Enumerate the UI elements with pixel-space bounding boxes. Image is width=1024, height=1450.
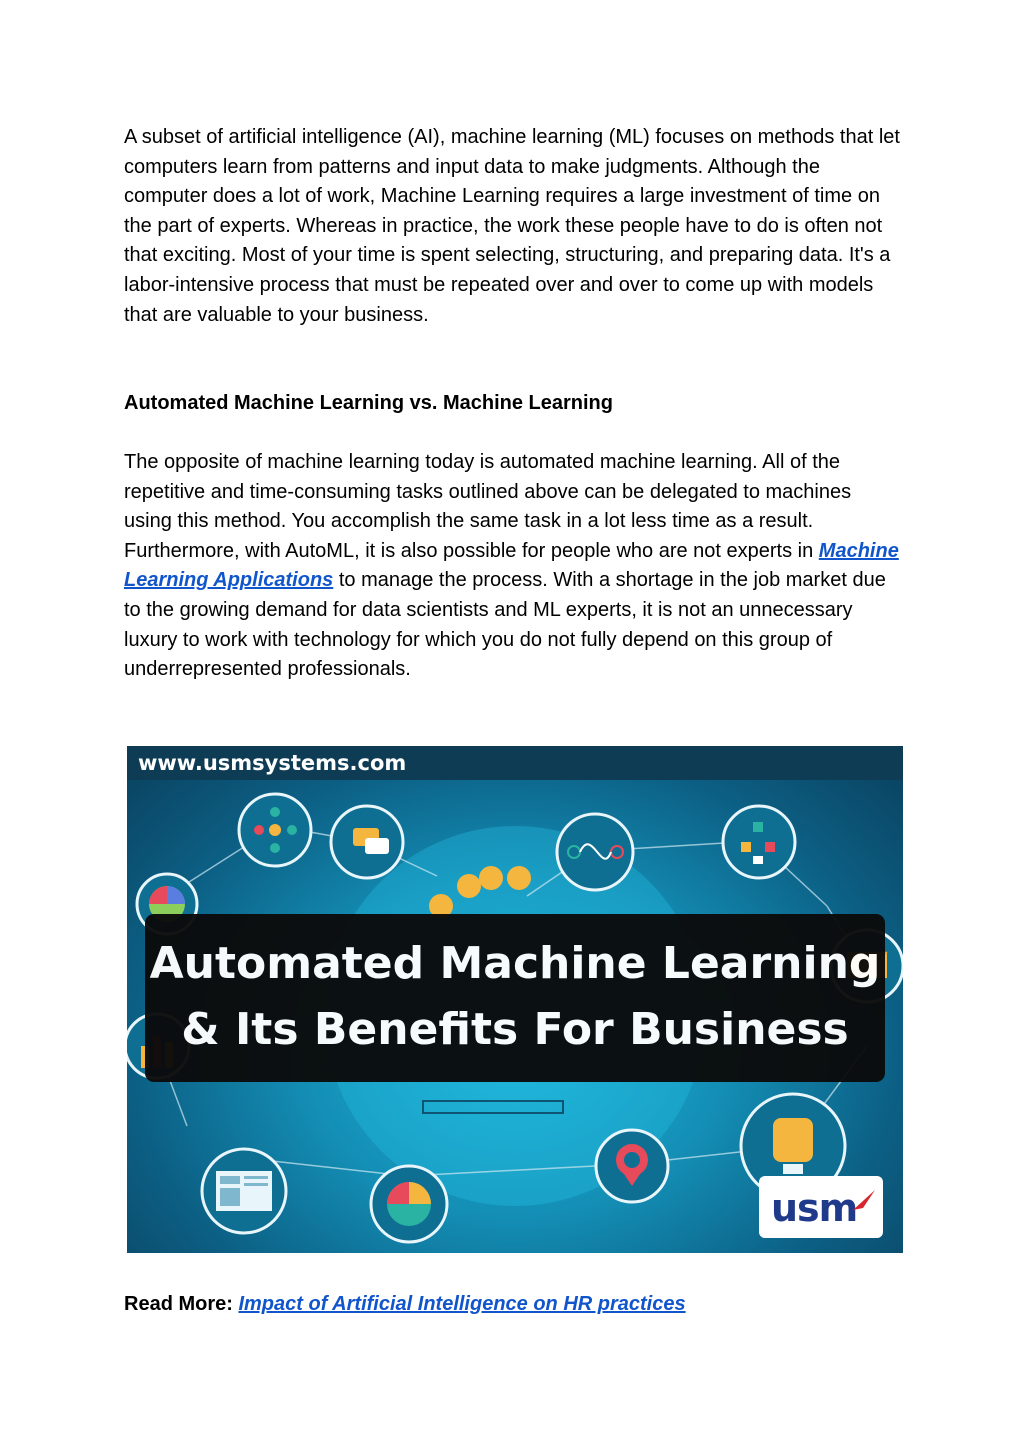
banner-url: www.usmsystems.com <box>138 751 407 775</box>
banner-url-bar <box>127 746 903 780</box>
machine-learning-applications-link[interactable]: Machine Learning Applications <box>124 539 899 592</box>
banner-title-line-2: & Its Benefits For Business <box>181 1004 849 1055</box>
section-heading: Automated Machine Learning vs. Machine Learning <box>124 392 613 414</box>
dashboard-icon <box>202 1149 286 1233</box>
banner-title-box <box>145 914 885 1082</box>
network-diagram-icon <box>239 794 311 866</box>
flow-path-icon <box>557 814 633 890</box>
article-banner-image <box>127 746 903 1253</box>
intro-paragraph: A subset of artificial intelligence (AI), machine learning (ML) focuses on methods that let computers learn from patterns and input data to make judgments. Although the computer does a lot of work, Machine Learning requires a large investment of time on the part of experts. Whereas in practice, the work these people have to do is often not that exciting. Most of your time is spent selecting, structuring, and preparing data. It's a labor-intensive process that must be repeated over and over to come up with models that are valuable to your business. <box>124 126 900 326</box>
section-paragraph-text-1: The opposite of machine learning today is automated machine learning. All of the repetitive and time-consuming tasks outlined above can be delegated to machines using this method. You accomplish the same task in a lot less time as a result. Furthermore, with AutoML, it is also possible for people who are not experts in <box>124 451 852 562</box>
read-more-link[interactable]: Impact of Artificial Intelligence on HR practices <box>238 1293 686 1315</box>
usm-logo-swoosh-icon <box>759 1176 883 1238</box>
location-pin-icon <box>596 1130 668 1202</box>
pie-chart-icon <box>371 1166 447 1242</box>
section-paragraph <box>124 448 904 685</box>
usm-logo <box>759 1176 883 1238</box>
chat-bubbles-icon <box>331 806 403 878</box>
section-paragraph-text-2: to manage the process. With a shortage in the job market due to the growing demand for data scientists and ML experts, it is not an unnecessary luxury to work with technology for which you do not fully depend on this group of underrepresented professionals. <box>124 569 886 681</box>
flowchart-icon <box>723 806 795 878</box>
usm-logo-text: usm <box>771 1186 858 1230</box>
banner-title-line-1: Automated Machine Learning <box>149 938 881 989</box>
read-more-label: Read More: <box>124 1293 233 1315</box>
read-more <box>124 1290 686 1319</box>
